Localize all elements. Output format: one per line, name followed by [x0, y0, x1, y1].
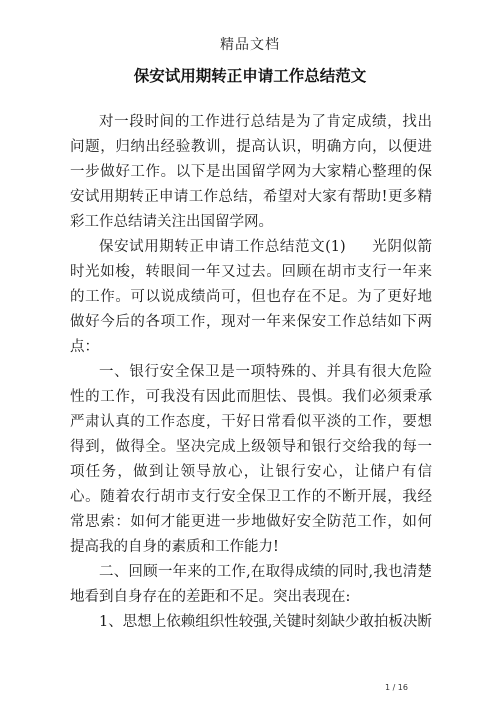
document-body — [70, 110, 432, 635]
section-heading: 保安试用期转正申请工作总结范文(1) — [99, 239, 346, 255]
paragraph-section-start — [70, 235, 432, 360]
paragraph-point-two: 二、回顾一年来的工作,在取得成绩的同时,我也清楚地看到自身存在的差距和不足。突出表现在: — [70, 564, 432, 605]
document-title: 保安试用期转正申请工作总结范文 — [133, 66, 367, 85]
paragraph-point-one: 一、银行安全保卫是一项特殊的、并具有很大危险性的工作，可我没有因此而胆怯、畏惧。我们必须秉承严肃认真的工作态度，干好日常看似平淡的工作，要想得到，做得全。坚决完成上级领导和银行交给我的每一项任务，做到让领导放心，让银行安心，让储户有信心。随着农行胡市支行安全保卫工作的不断开展，我经常思索：如何才能更进一步地做好安全防范工作，如何提高我的自身的素质和工作能力! — [70, 364, 432, 555]
header-label: 精品文档 — [220, 37, 280, 53]
paragraph-intro: 对一段时间的工作进行总结是为了肯定成绩，找出问题，归纳出经验教训，提高认识，明确方向，以便进一步做好工作。以下是出国留学网为大家精心整理的保安试用期转正申请工作总结，希望对大家有帮助!更多精彩工作总结请关注出国留学网。 — [70, 114, 432, 230]
paragraph-section-text: 光阴似箭时光如梭，转眼间一年又过去。回顾在胡市支行一年来的工作。可以说成绩尚可，但也存在不足。为了更好地做好今后的各项工作，现对一年来保安工作总结如下两点： — [70, 239, 432, 355]
paragraph-sub-point-one: 1、思想上依赖组织性较强,关键时刻缺少敢拍板决断 — [99, 614, 432, 630]
page-number: 1 / 16 — [384, 683, 408, 692]
